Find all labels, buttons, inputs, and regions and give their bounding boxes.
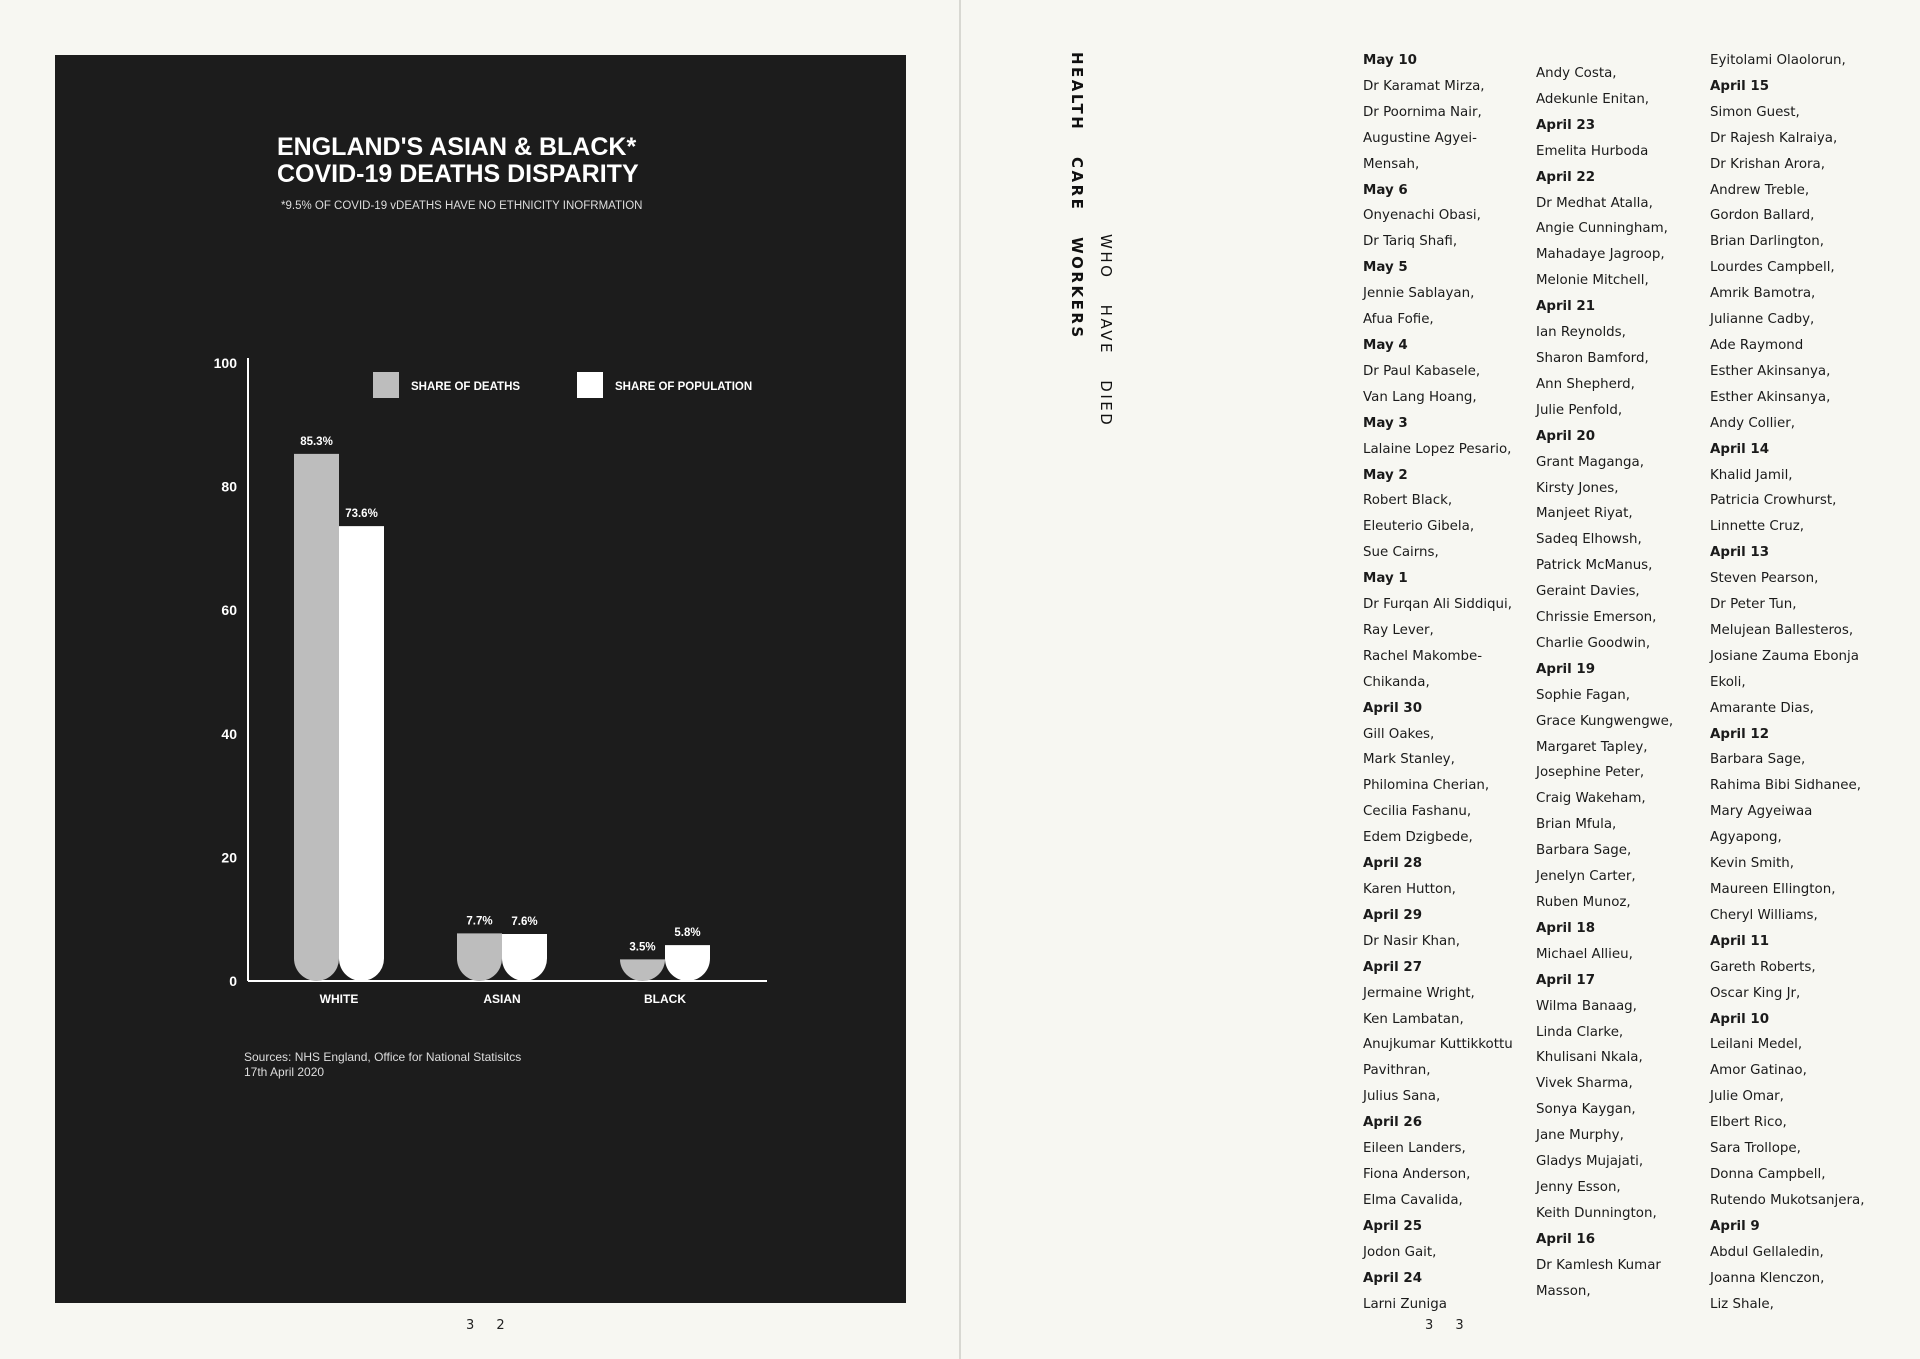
legend-label: SHARE OF POPULATION	[615, 381, 753, 393]
name-entry: Dr Furqan Ali Siddiqui,	[1363, 597, 1513, 613]
name-entry: Brian Mfula,	[1536, 817, 1617, 833]
date-heading: May 1	[1363, 571, 1408, 587]
name-entry: Jennie Sablayan,	[1363, 286, 1475, 302]
name-entry: Sara Trollope,	[1710, 1141, 1801, 1157]
name-entry: Charlie Goodwin,	[1536, 635, 1651, 651]
date-heading: April 17	[1536, 972, 1596, 988]
names-column-2	[1536, 61, 1708, 1305]
name-entry: Gareth Roberts,	[1710, 959, 1816, 975]
name-entry: Julie Penfold,	[1536, 402, 1623, 418]
name-entry: Simon Guest,	[1710, 104, 1800, 120]
date-heading: April 28	[1363, 856, 1423, 872]
name-entry: Craig Wakeham,	[1536, 791, 1646, 807]
names-column-1	[1363, 48, 1535, 1317]
name-entry: Dr Nasir Khan,	[1363, 933, 1460, 949]
name-entry: Jenny Esson,	[1536, 1179, 1621, 1195]
name-entry: Robert Black,	[1363, 493, 1453, 509]
name-entry: Dr Kamlesh Kumar	[1536, 1257, 1661, 1273]
name-entry: Amor Gatinao,	[1710, 1063, 1807, 1079]
name-entry: Ade Raymond	[1710, 337, 1804, 353]
date-heading: April 24	[1363, 1270, 1423, 1286]
name-entry: Afua Fofie,	[1363, 312, 1434, 328]
name-entry: Cheryl Williams,	[1710, 907, 1818, 923]
date-heading: May 6	[1363, 182, 1408, 198]
x-tick-label: BLACK	[644, 992, 686, 1006]
name-entry: Sadeq Elhowsh,	[1536, 532, 1642, 548]
bar-asian-deaths	[457, 933, 502, 981]
chart-title-line-2: COVID-19 DEATHS DISPARITY	[277, 160, 639, 188]
bar-chart	[55, 55, 906, 1303]
y-tick-label: 20	[221, 849, 237, 866]
name-entry: Emelita Hurboda	[1536, 143, 1649, 159]
name-entry: Julius Sana,	[1363, 1089, 1441, 1105]
name-entry: Karen Hutton,	[1363, 882, 1456, 897]
name-entry: Jane Murphy,	[1536, 1128, 1624, 1144]
name-entry: Barbara Sage,	[1536, 843, 1632, 859]
chart-source-line-1: Sources: NHS England, Office for National Statisitcs	[244, 1050, 522, 1064]
x-tick-label: WHITE	[319, 992, 359, 1006]
name-entry: Liz Shale,	[1710, 1296, 1774, 1312]
name-entry: Philomina Cherian,	[1363, 778, 1490, 794]
name-entry: Ekoli,	[1710, 674, 1746, 690]
chart-panel	[55, 55, 906, 1303]
legend-swatch-deaths	[373, 372, 399, 398]
name-entry: Mahadaye Jagroop,	[1536, 247, 1665, 263]
name-entry: Ken Lambatan,	[1363, 1011, 1464, 1027]
name-entry: Mary Agyeiwaa	[1710, 804, 1813, 820]
name-entry: Linnette Cruz,	[1710, 519, 1805, 535]
name-entry: Larni Zuniga	[1363, 1296, 1447, 1312]
name-entry: Dr Rajesh Kalraiya,	[1710, 130, 1838, 146]
name-entry: Ray Lever,	[1363, 622, 1434, 638]
date-heading: April 23	[1536, 117, 1596, 133]
x-tick-label: ASIAN	[483, 992, 521, 1006]
name-entry: Maureen Ellington,	[1710, 882, 1836, 897]
date-heading: April 27	[1363, 959, 1423, 975]
name-entry: Jodon Gait,	[1363, 1244, 1437, 1260]
name-entry: Sue Cairns,	[1363, 545, 1439, 561]
name-entry: Melujean Ballesteros,	[1710, 622, 1854, 638]
name-entry: Onyenachi Obasi,	[1363, 208, 1481, 224]
name-entry: Elma Cavalida,	[1363, 1192, 1463, 1208]
date-heading: April 11	[1710, 933, 1770, 949]
name-entry: Mensah,	[1363, 156, 1420, 172]
date-heading: April 14	[1710, 441, 1770, 457]
name-entry: Mark Stanley,	[1363, 752, 1455, 768]
bar-data-label: 73.6%	[345, 508, 378, 521]
name-entry: Ann Shepherd,	[1536, 376, 1635, 392]
name-entry: Gladys Mujajati,	[1536, 1154, 1644, 1170]
name-entry: Eleuterio Gibela,	[1363, 519, 1475, 535]
title-who-have-died: WHO HAVE DIED	[1097, 234, 1115, 428]
name-entry: Michael Allieu,	[1536, 946, 1633, 962]
date-heading: April 19	[1536, 661, 1596, 677]
date-heading: May 3	[1363, 415, 1408, 431]
name-entry: Dr Medhat Atalla,	[1536, 195, 1653, 211]
name-entry: Grant Maganga,	[1536, 454, 1644, 470]
name-entry: Elbert Rico,	[1710, 1115, 1787, 1131]
date-heading: April 9	[1710, 1218, 1760, 1234]
bar-black-population	[665, 945, 710, 981]
name-entry: Vivek Sharma,	[1536, 1076, 1633, 1092]
legend-label: SHARE OF DEATHS	[411, 381, 521, 393]
bar-data-label: 5.8%	[674, 927, 701, 940]
name-entry: Oscar King Jr,	[1710, 985, 1801, 1001]
date-heading: April 16	[1536, 1231, 1596, 1247]
name-entry: Donna Campbell,	[1710, 1166, 1826, 1182]
bar-black-deaths	[620, 959, 665, 981]
name-entry: Eyitolami Olaolorun,	[1710, 53, 1846, 68]
name-entry: Fiona Anderson,	[1363, 1166, 1471, 1182]
bar-data-label: 85.3%	[300, 435, 333, 448]
bar-data-label: 7.7%	[466, 915, 493, 928]
name-entry: Rahima Bibi Sidhanee,	[1710, 778, 1861, 794]
date-heading: April 30	[1363, 700, 1423, 716]
name-entry: Pavithran,	[1363, 1063, 1431, 1079]
name-entry: Sonya Kaygan,	[1536, 1102, 1636, 1118]
name-entry: Chikanda,	[1363, 674, 1430, 690]
name-entry: Adekunle Enitan,	[1536, 91, 1650, 107]
chart-title-line-1: ENGLAND'S ASIAN & BLACK*	[277, 133, 637, 161]
name-entry: Edem Dzigbede,	[1363, 830, 1473, 846]
bar-data-label: 3.5%	[629, 941, 656, 954]
name-entry: Gordon Ballard,	[1710, 208, 1815, 224]
page-number-left: 3 2	[466, 1318, 514, 1333]
name-entry: Dr Tariq Shafi,	[1363, 234, 1458, 250]
name-entry: Leilani Medel,	[1710, 1037, 1803, 1053]
legend-swatch-population	[577, 372, 603, 398]
name-entry: Gill Oakes,	[1363, 726, 1435, 742]
bar-white-population	[339, 526, 384, 981]
name-entry: Anujkumar Kuttikkottu	[1363, 1037, 1513, 1053]
date-heading: May 4	[1363, 337, 1408, 353]
date-heading: April 25	[1363, 1218, 1423, 1234]
name-entry: Khulisani Nkala,	[1536, 1050, 1643, 1066]
name-entry: Julianne Cadby,	[1710, 312, 1815, 328]
name-entry: Khalid Jamil,	[1710, 467, 1793, 483]
y-tick-label: 60	[221, 602, 237, 619]
name-entry: Joanna Klenczon,	[1710, 1270, 1825, 1286]
name-entry: Julie Omar,	[1710, 1089, 1784, 1105]
name-entry: Dr Krishan Arora,	[1710, 156, 1826, 172]
name-entry: Eileen Landers,	[1363, 1141, 1466, 1157]
name-entry: Masson,	[1536, 1283, 1591, 1299]
chart-subtitle: *9.5% OF COVID-19 vDEATHS HAVE NO ETHNICITY INOFRMATION	[281, 200, 643, 212]
date-heading: May 5	[1363, 260, 1408, 276]
chart-source-line-2: 17th April 2020	[244, 1065, 325, 1079]
name-entry: Melonie Mitchell,	[1536, 273, 1649, 289]
bar-data-label: 7.6%	[511, 916, 538, 929]
name-entry: Rachel Makombe-	[1363, 648, 1483, 664]
name-entry: Dr Paul Kabasele,	[1363, 363, 1481, 379]
name-entry: Patricia Crowhurst,	[1710, 493, 1837, 509]
name-entry: Sharon Bamford,	[1536, 350, 1649, 366]
name-entry: Van Lang Hoang,	[1363, 389, 1477, 405]
name-entry: Sophie Fagan,	[1536, 687, 1631, 703]
name-entry: Kevin Smith,	[1710, 856, 1794, 872]
name-entry: Ian Reynolds,	[1536, 325, 1626, 341]
date-heading: April 13	[1710, 545, 1770, 561]
page-number-right: 3 3	[1425, 1318, 1473, 1333]
name-entry: Margaret Tapley,	[1536, 739, 1648, 755]
name-entry: Patrick McManus,	[1536, 558, 1653, 574]
date-heading: May 2	[1363, 467, 1408, 483]
date-heading: April 29	[1363, 907, 1423, 923]
date-heading: April 20	[1536, 428, 1596, 444]
name-entry: Andy Costa,	[1536, 66, 1617, 81]
name-entry: Amarante Dias,	[1710, 700, 1814, 716]
name-entry: Agyapong,	[1710, 830, 1782, 846]
name-entry: Abdul Gellaledin,	[1710, 1244, 1824, 1260]
name-entry: Jermaine Wright,	[1363, 985, 1475, 1001]
name-entry: Amrik Bamotra,	[1710, 286, 1816, 302]
y-tick-label: 0	[229, 973, 237, 989]
name-entry: Rutendo Mukotsanjera,	[1710, 1192, 1865, 1208]
date-heading: May 10	[1363, 53, 1417, 68]
names-column-3	[1710, 48, 1882, 1317]
name-entry: Linda Clarke,	[1536, 1024, 1624, 1040]
name-entry: Steven Pearson,	[1710, 571, 1819, 587]
y-tick-label: 40	[221, 725, 237, 742]
date-heading: April 18	[1536, 920, 1596, 936]
name-entry: Dr Poornima Nair,	[1363, 104, 1482, 120]
name-entry: Barbara Sage,	[1710, 752, 1806, 768]
name-entry: Andy Collier,	[1710, 415, 1796, 431]
name-entry: Esther Akinsanya,	[1710, 363, 1831, 379]
name-entry: Brian Darlington,	[1710, 234, 1824, 250]
title-health-care-workers: HEALTH CARE WORKERS	[1068, 52, 1086, 340]
name-entry: Josiane Zauma Ebonja	[1710, 648, 1859, 664]
date-heading: April 21	[1536, 299, 1596, 315]
name-entry: Chrissie Emerson,	[1536, 610, 1657, 626]
name-entry: Josephine Peter,	[1536, 765, 1645, 781]
name-entry: Lourdes Campbell,	[1710, 260, 1835, 276]
bar-asian-population	[502, 934, 547, 981]
y-tick-label: 100	[213, 355, 237, 371]
name-entry: Angie Cunningham,	[1536, 221, 1668, 237]
name-entry: Manjeet Riyat,	[1536, 506, 1633, 522]
name-entry: Cecilia Fashanu,	[1363, 804, 1472, 820]
date-heading: April 22	[1536, 169, 1596, 185]
name-entry: Keith Dunnington,	[1536, 1205, 1657, 1221]
name-entry: Lalaine Lopez Pesario,	[1363, 441, 1512, 457]
name-entry: Dr Peter Tun,	[1710, 597, 1797, 613]
name-entry: Dr Karamat Mirza,	[1363, 78, 1485, 94]
name-entry: Kirsty Jones,	[1536, 480, 1619, 496]
name-entry: Geraint Davies,	[1536, 584, 1640, 600]
name-entry: Wilma Banaag,	[1536, 998, 1637, 1014]
name-entry: Jenelyn Carter,	[1536, 869, 1636, 885]
date-heading: April 26	[1363, 1115, 1423, 1131]
name-entry: Esther Akinsanya,	[1710, 389, 1831, 405]
y-tick-label: 80	[221, 478, 237, 495]
name-entry: Andrew Treble,	[1710, 182, 1810, 198]
date-heading: April 15	[1710, 78, 1770, 94]
date-heading: April 12	[1710, 726, 1770, 742]
date-heading: April 10	[1710, 1011, 1770, 1027]
name-entry: Ruben Munoz,	[1536, 895, 1631, 910]
name-entry: Augustine Agyei-	[1363, 130, 1477, 146]
bar-white-deaths	[294, 454, 339, 981]
name-entry: Grace Kungwengwe,	[1536, 713, 1674, 729]
